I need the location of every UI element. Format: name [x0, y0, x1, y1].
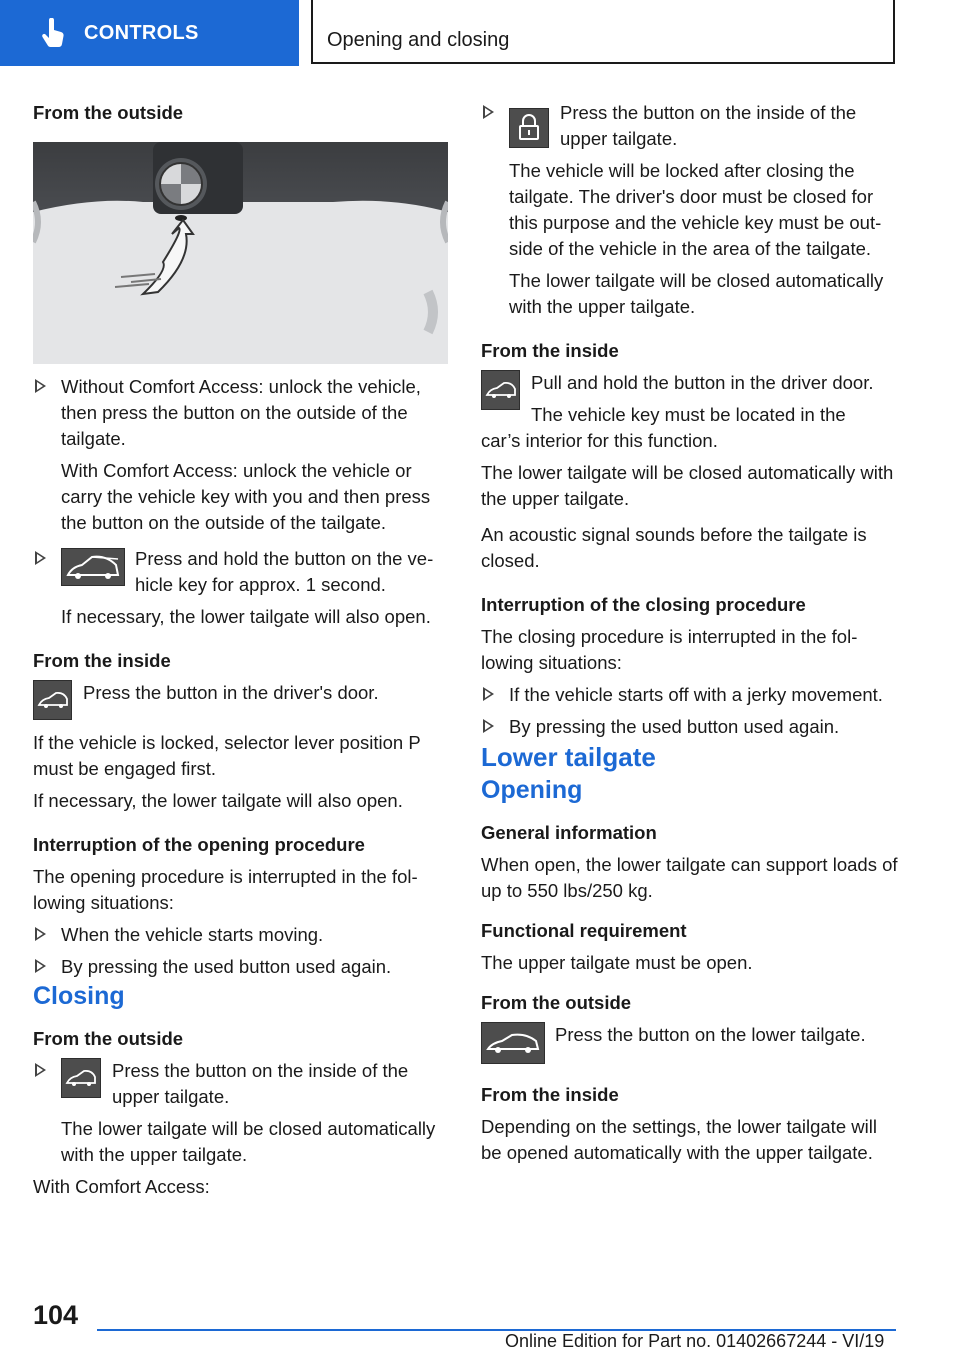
list-item: When the vehicle starts moving. — [33, 922, 448, 948]
heading-general-information: General information — [481, 822, 657, 843]
triangle-bullet-icon — [483, 719, 494, 733]
driver-door-button-icon — [33, 680, 72, 720]
heading-from-inside: From the inside — [33, 650, 171, 671]
heading-from-inside-lower: From the inside — [481, 1084, 619, 1105]
triangle-bullet-icon — [35, 927, 46, 941]
triangle-bullet-icon — [483, 105, 494, 119]
chapter-title: Opening and closing — [327, 29, 510, 51]
heading-from-outside-lower: From the outside — [481, 992, 632, 1013]
list-item: Press the button on the inside of the upper tailgate. The lower tailgate will be closed automatically with the upper tailgate. — [33, 1058, 448, 1168]
tailgate-button-illustration — [33, 142, 448, 364]
triangle-bullet-icon — [35, 379, 46, 393]
heading-from-inside: From the inside — [481, 340, 619, 361]
section-label: CONTROLS — [84, 21, 199, 44]
heading-from-outside: From the outside — [33, 102, 184, 123]
left-column: From the outside Without Comfort Access: unlock the vehicle, then press the button on the outside of the tailgate. With Comfort Access: unlock the vehicle or carry the vehicle key with you and then press the button on the outside of the tailgate. Press and hold the button on the vehicle key for approx. 1 second. If necessary, the lower tailgate will also open. From the inside Press the button in the driver's door. If the vehicle is locked, selector lever position P must be engaged first. If necessary, the lower tailgate will also open. Interruption of the opening procedure The opening procedure is interrupted in the following situations: When the vehicle starts moving. By pressing the used button used again. Closing From the outside Press the button on the inside of the upper tailgate. The lower tailgate will be closed automatically with the upper tailgate. With Comfort Access: — [33, 100, 448, 1200]
list-item: By pressing the used button used again. — [33, 954, 448, 980]
lower-tailgate-button-icon — [481, 1022, 545, 1064]
list-item: Press the button on the inside of the upper tailgate. The vehicle will be locked after closing the tailgate. The driver's door must be closed for this purpose and the vehicle key must be outside of the vehicle in the area of the tailgate. The lower tailgate will be closed automatically with the upper tailgate. — [481, 100, 899, 320]
heading-opening: Opening — [481, 776, 583, 804]
tailgate-close-button-icon — [61, 1058, 101, 1098]
heading-closing: Closing — [33, 982, 125, 1010]
heading-interruption-opening: Interruption of the opening procedure — [33, 834, 365, 855]
list-item: By pressing the used button used again. — [481, 714, 899, 740]
triangle-bullet-icon — [35, 1063, 46, 1077]
page-number: 104 — [33, 1300, 79, 1330]
section-tab-controls[interactable] — [0, 0, 299, 66]
heading-interruption-closing: Interruption of the closing procedure — [481, 594, 806, 615]
right-column: Press the button on the inside of the upper tailgate. The vehicle will be locked after closing the tailgate. The driver's door must be closed for this purpose and the vehicle key must be outside of the vehicle in the area of the tailgate. The lower tailgate will be closed automatically with the upper tailgate. From the inside Pull and hold the button in the driver door. The vehicle key must be located in the car’s interior for this function. The lower tailgate will be closed automatically with the upper tailgate. An acoustic signal sounds before the tailgate is closed. Interruption of the closing procedure The closing procedure is interrupted in the following situations: If the vehicle starts off with a jerky movement. By pressing the used button used again. Lower tailgate Opening General information When open, the lower tailgate can support loads of up to 550 lbs/250 kg. Functional requirement The upper tailgate must be open. From the outside Press the button on the lower tailgate. From the inside Depending on the settings, the lower tailgate will be opened automatically with the upper tailgate. — [481, 102, 898, 1163]
triangle-bullet-icon — [35, 959, 46, 973]
lock-button-icon — [509, 108, 549, 148]
triangle-bullet-icon — [483, 687, 494, 701]
list-item: Press and hold the button on the vehicle key for approx. 1 second. If necessary, the lower tailgate will also open. — [33, 546, 448, 630]
hand-pointer-icon — [40, 18, 66, 48]
list-item: Without Comfort Access: unlock the vehicle, then press the button on the outside of the tailgate. With Comfort Access: unlock the vehicle or carry the vehicle key with you and then press the button on the outside of the tailgate. — [33, 374, 448, 536]
key-tailgate-button-icon — [61, 548, 125, 586]
driver-door-pull-button-icon — [481, 370, 520, 410]
edition-text: Online Edition for Part no. 01402667244 - VI/19 — [505, 1331, 885, 1351]
page-header — [0, 0, 960, 66]
list-item: If the vehicle starts off with a jerky movement. — [481, 682, 899, 708]
heading-functional-requirement: Functional requirement — [481, 920, 687, 941]
heading-close-from-outside: From the outside — [33, 1028, 184, 1049]
chapter-tab — [311, 0, 895, 64]
tailgate-illustration-svg — [33, 142, 448, 364]
heading-lower-tailgate: Lower tailgate — [481, 742, 656, 772]
triangle-bullet-icon — [35, 551, 46, 565]
